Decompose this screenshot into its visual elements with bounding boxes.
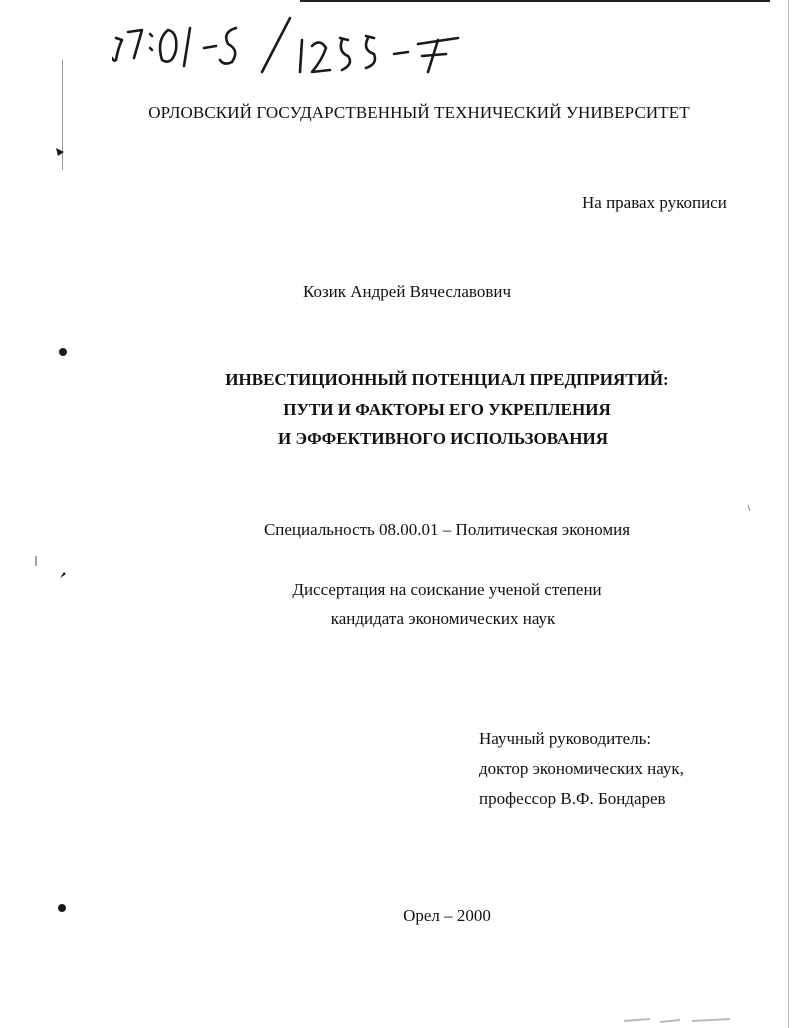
city-year: Орел – 2000	[403, 906, 491, 925]
degree-line-2: кандидата экономических наук	[330, 609, 556, 628]
degree-line-1: Диссертация на соискание ученой степени	[292, 580, 602, 599]
author-name: Козик Андрей Вячеславович	[302, 282, 512, 301]
rights-notice: На правах рукописи	[582, 193, 727, 212]
supervisor-name: профессор В.Ф. Бондарев	[479, 789, 666, 808]
dissertation-title-line-3: И ЭФФЕКТИВНОГО ИСПОЛЬЗОВАНИЯ	[278, 429, 608, 448]
scan-smudge	[620, 1015, 740, 1025]
supervisor-heading: Научный руководитель:	[479, 729, 652, 748]
specialty: Специальность 08.00.01 – Политическая экономия	[263, 520, 631, 539]
university-name: ОРЛОВСКИЙ ГОСУДАРСТВЕННЫЙ ТЕХНИЧЕСКИЙ УНИВЕРСИТЕТ	[148, 103, 690, 122]
dissertation-title-line-2: ПУТИ И ФАКТОРЫ ЕГО УКРЕПЛЕНИЯ	[283, 400, 611, 419]
supervisor-degree: доктор экономических наук,	[479, 759, 684, 778]
dissertation-title-line-1: ИНВЕСТИЦИОННЫЙ ПОТЕНЦИАЛ ПРЕДПРИЯТИЙ:	[225, 370, 669, 389]
